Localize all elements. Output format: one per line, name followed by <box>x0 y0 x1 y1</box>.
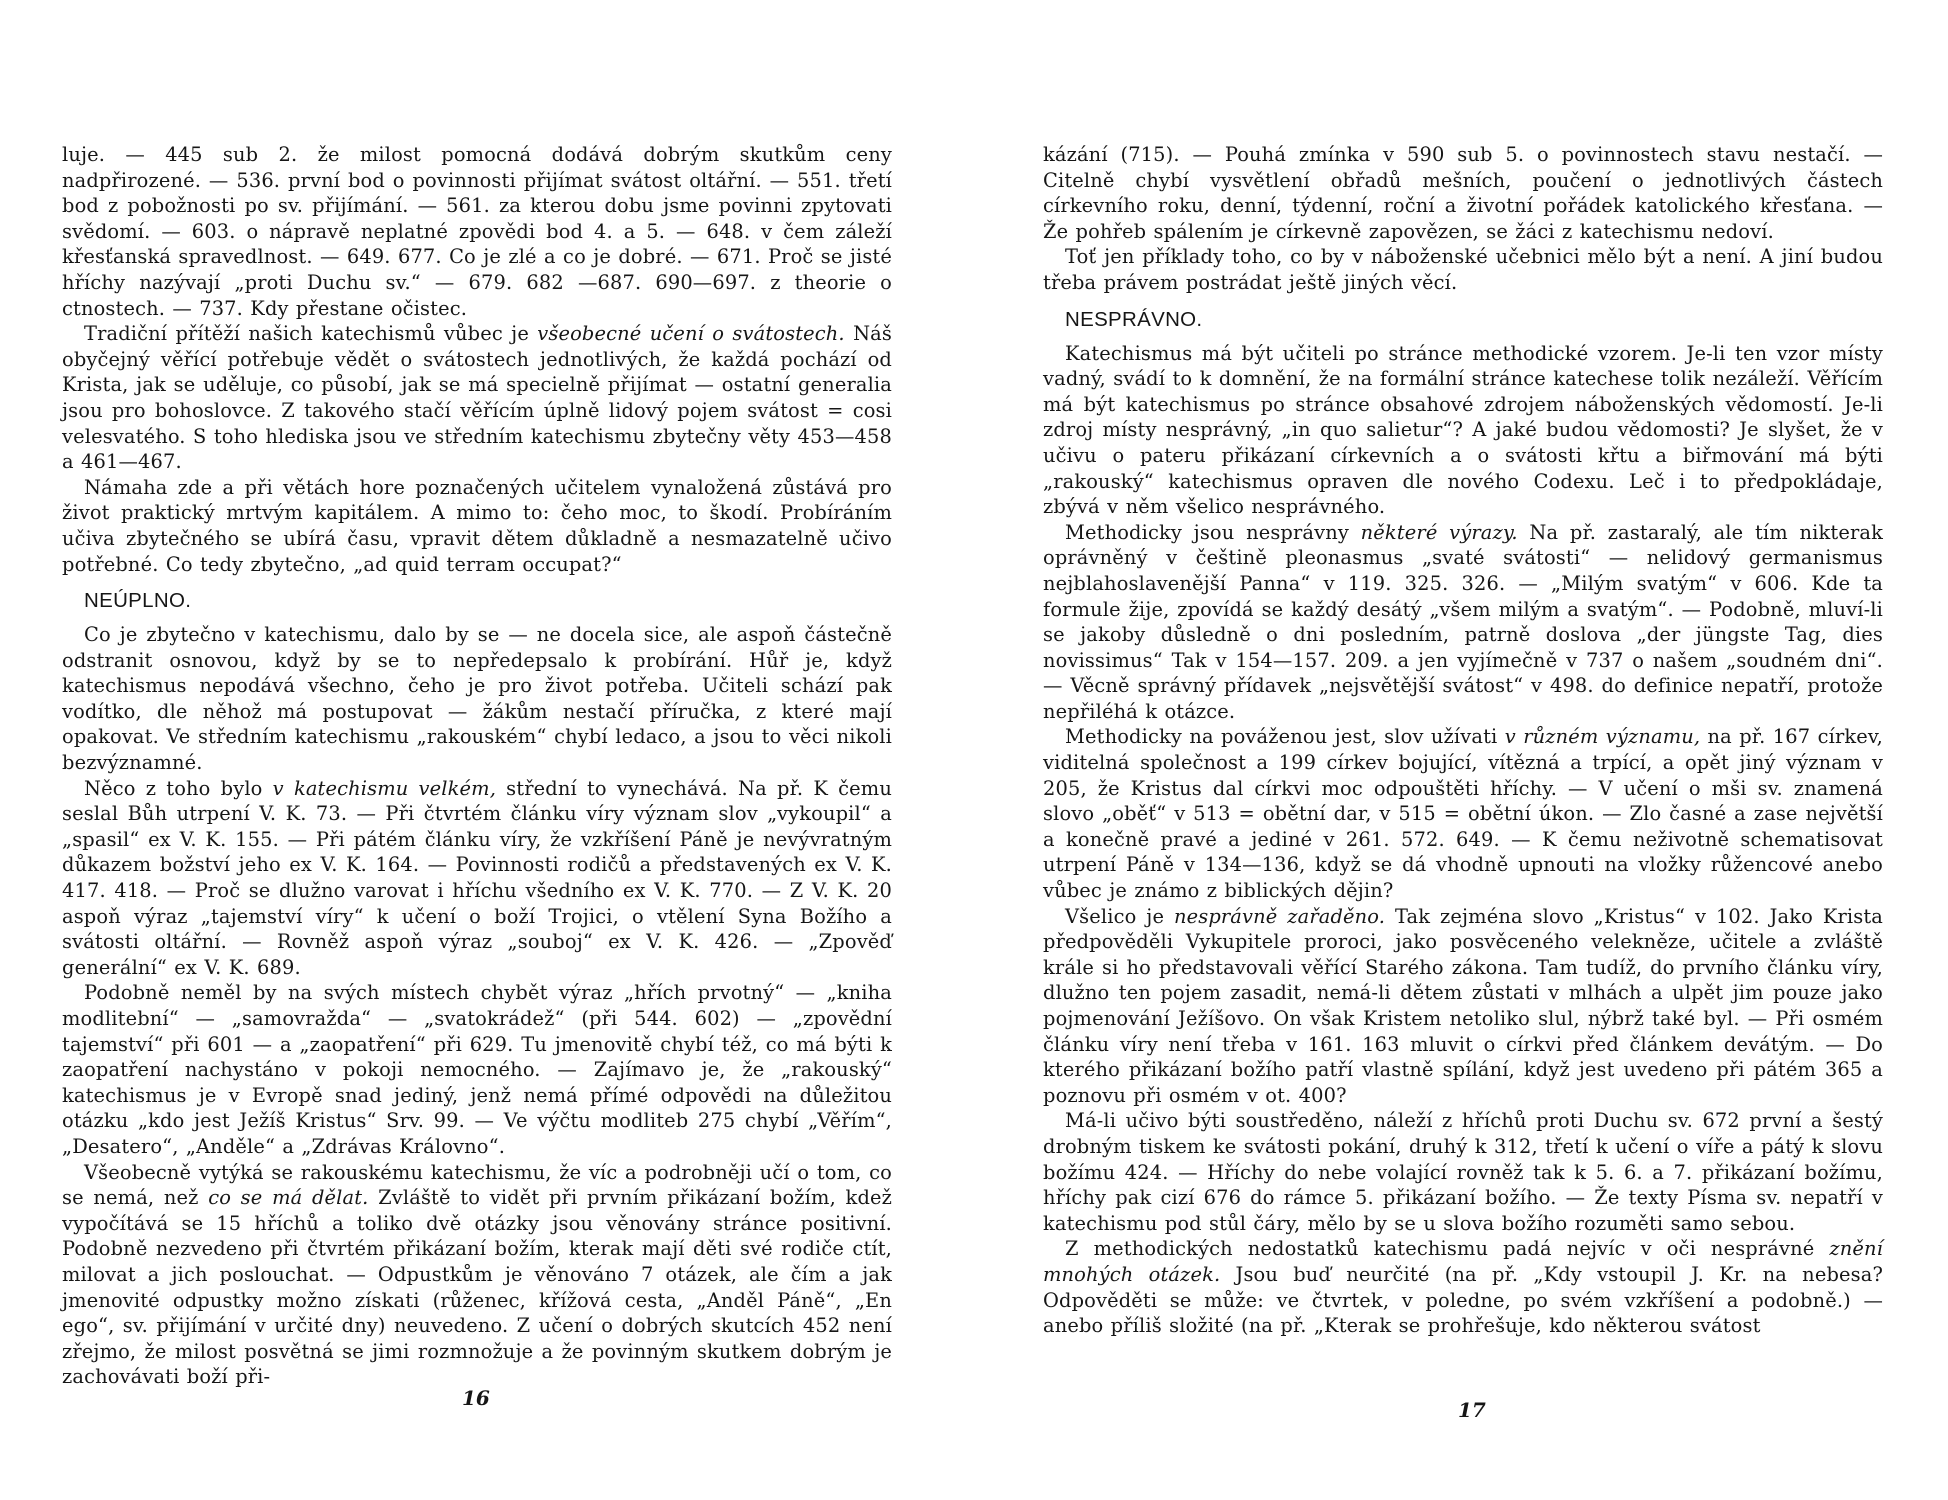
paragraph: Něco z toho bylo v katechismu velkém, střední to vynechává. Na př. K čemu seslal Bůh utrpení V. K. 73. — Při čtvrtém článku víry význam slov „vykoupil“ a „spasil“ ex V. K. 155. — Při pátém článku víry, že vzkříšení Páně je nevývratným důkazem božství jeho ex V. K. 164. — Povinnosti rodičů a představených ex V. K. 417. 418. — Proč se dlužno varovat i hříchu všedního ex V. K. 770. — Z V. K. 20 aspoň výraz „tajemství víry“ k učení o boží Trojici, o vtělení Syna Božího a svátosti oltářní. — Rovněž aspoň výraz „souboj“ ex V. K. 426. — „Zpověď generální“ ex V. K. 689. <box>62 776 892 979</box>
section-heading: NEÚPLNO. <box>84 589 192 613</box>
paragraph: Co je zbytečno v katechismu, dalo by se — ne docela sice, ale aspoň částečně odstranit osnovou, když by se to nepředepsalo k probírání. Hůř je, když katechismus nepodává všechno, čeho je pro život potřeba. Učiteli schází pak vodítko, dle něhož má postupovat — žákům nestačí příručka, z které mají opakovat. Ve středním katechismu „rakouském“ chybí ledaco, a jsou to věci nikoli bezvýznamné. <box>62 623 892 775</box>
left-page <box>62 142 892 1390</box>
paragraph: Methodicky na pováženou jest, slov užívati v různém významu, na př. 167 církev, viditelná společnost a 199 církev bojující, vítězná a trpící, a opět jiný význam v 205, že Kristus dal církvi moc odpouštěti hříchy. — V učení o mši sv. znamená slovo „oběť“ v 513 = obětní dar, v 515 = obětní úkon. — Zlo časné a zase největší a konečně pravé a jediné v 261. 572. 649. — K čemu neživotně schematisovat utrpení Páně v 134—136, když se dá vhodně upnouti na vložky růžencové anebo vůbec je známo z biblických dějin? <box>1043 725 1884 903</box>
paragraph: luje. — 445 sub 2. že milost pomocná dodává dobrým skutkům ceny nadpřirozené. — 536. první bod o povinnosti přijímat svátost oltářní. — 551. třetí bod z pobožnosti po sv. přijímání. — 561. za kterou dobu jsme povinni zpytovati svědomí. — 603. o nápravě neplatné zpovědi bod 4. a 5. — 648. v čem záleží křesťanská spravedlnost. — 649. 677. Co je zlé a co je dobré. — 671. Proč se jisté hříchy nazývají „proti Duchu sv.“ — 679. 682 —687. 690—697. z theorie o ctnostech. — 737. Kdy přestane očistec. <box>62 143 892 320</box>
paragraph: Má-li učivo býti soustředěno, náleží z hříchů proti Duchu sv. 672 první a šestý drobným tiskem ke svátosti pokání, druhý k 312, třetí k učení o víře a pátý k slovu božímu 424. — Hříchy do nebe volající rovněž tak k 5. 6. a 7. přikázaní božímu, hříchy pak cizí 676 do rámce 5. přikázaní božího. — Že texty Písma sv. nepatří v katechismu pod stůl čáry, mělo by se u slova božího rozuměti samo sebou. <box>1043 1109 1883 1235</box>
paragraph: Z methodických nedostatků katechismu padá nejvíc v oči nesprávné znění mnohých otázek. Jsou buď neurčité (na př. „Kdy vstoupil J. Kr. na nebesa? Odpověděti se může: ve čtvrtek, v poledne, po svém vzkříšení a podobně.) — anebo příliš složité (na př. „Kterak se prohřešuje, kdo některou svátost <box>1043 1237 1883 1338</box>
paragraph: Všeobecně vytýká se rakouskému katechismu, že víc a podrobněji učí o tom, co se nemá, než co se má dělat. Zvláště to vidět při prvním přikázaní božím, kdež vypočítává se 15 hříchů a toliko dvě otázky jsou věnovány stránce positivní. Podobně nezvedeno při čtvrtém přikázaní božím, kterak mají děti své rodiče ctít, milovat a jich poslouchat. — Odpustkům je věnováno 7 otázek, ale čím a jak jmenovité odpustky možno získati (růženec, křížová cesta, „Anděl Páně“, „En ego“, sv. přijímání v určité dny) neuvedeno. Z učení o dobrých skutcích 452 není zřejmo, že milost posvětná se jimi rozmnožuje a že povinným skutkem dobrým je zachovávati boží při- <box>62 1160 892 1389</box>
paragraph: kázání (715). — Pouhá zmínka v 590 sub 5. o povinnostech stavu nestačí. — Citelně chybí vysvětlení obřadů mešních, poučení o jednotlivých částech církevního roku, denní, týdenní, roční a životní pořádek katolického křesťana. — Že pohřeb spálením je církevně zapovězen, se žáci z katechismu nedoví. <box>1043 143 1883 243</box>
page-number: 17 <box>1458 1398 1486 1422</box>
paragraph: Všelico je nesprávně zařaděno. Tak zejména slovo „Kristus“ v 102. Jako Krista předpověděli Vykupitele proroci, jako posvěceného velekněze, učitele a zvláště krále si ho představovali věřící Starého zákona. Tam tudíž, do prvního článku víry, dlužno ten pojem zasadit, nemá-li dětem zůstati v mlhách a ulpět jim pouze jako pojmenování Ježíšovo. On však Kristem netoliko slul, nýbrž také byl. — Při osmém článku víry není třeba v 161. 163 mluvit o církvi před článkem devátým. — Do kterého přikázaní božího patří vlastně spílání, když jest uvedeno při pátém 365 a poznovu při osmém v ot. 400? <box>1043 904 1883 1107</box>
right-page <box>1043 142 1883 1339</box>
page-number: 16 <box>462 1386 490 1410</box>
paragraph: Námaha zde a při větách hore poznačených učitelem vynaložená zůstává pro život praktický mrtvým kapitálem. A mimo to: čeho moc, to škodí. Probíráním učiva zbytečného se ubírá času, vpravit dětem důkladně a nesmazatelně učivo potřebné. Co tedy zbytečno, „ad quid terram occupat?“ <box>62 475 892 576</box>
section-heading: NESPRÁVNO. <box>1065 307 1203 331</box>
paragraph: Katechismus má být učiteli po stránce methodické vzorem. Je-li ten vzor místy vadný, svádí to k domnění, že na formální stránce katechese tolik nezáleží. Věřícím má být katechismus po stránce obsahové zdrojem náboženských vědomostí. Je-li zdroj místy nesprávný, „in quo salietur“? A jaké budou vědomosti? Je slyšet, že v učivu o pateru přikázaní církevních a o svátosti křtu a biřmování má býti „rakouský“ katechismus opraven dle nového Codexu. Leč i to předpokládaje, zbývá v něm všelico nesprávného. <box>1043 341 1883 519</box>
paragraph: Methodicky jsou nesprávny některé výrazy. Na př. zastaralý, ale tím nikterak oprávněný v češtině pleonasmus „svaté svátosti“ — nelidový germanismus nejblahoslavenější Panna“ v 119. 325. 326. — „Milým svatým“ v 606. Kde ta formule žije, zpovídá se každý desátý „všem milým a svatým“. — Podobně, mluví-li se jakoby důsledně o dni posledním, patrně doslova „der jüngste Tag, dies novissimus“ Tak v 154—157. 209. a jen vyjímečně v 737 o našem „soudném dni“. — Věcně správný přídavek „nejsvětější svátost“ v 498. do definice nepatří, protože nepřiléhá k otázce. <box>1043 520 1883 723</box>
paragraph: Podobně neměl by na svých místech chybět výraz „hřích prvotný“ — „kniha modlitební“ — „samovražda“ — „svatokrádež“ (při 544. 602) — „zpovědní tajemství“ při 601 — a „zaopatření“ při 629. Tu jmenovitě chybí též, co má býti k zaopatření nachystáno v pokoji nemocného. — Zajímavo je, že „rakouský“ katechismus je v Evropě snad jediný, jenž nemá přímé odpovědi na důležitou otázku „kdo jest Ježíš Kristus“ Srv. 99. — Ve výčtu modliteb 275 chybí „Věřím“, „Desatero“, „Anděle“ a „Zdrávas Královno“. <box>62 981 892 1158</box>
paragraph: Tradiční přítěží našich katechismů vůbec je všeobecné učení o svátostech. Náš obyčejný věřící potřebuje vědět o svátostech jednotlivých, že každá pochází od Krista, jak se uděluje, co působí, jak se má specielně přijímat — ostatní generalia jsou pro bohoslovce. Z takového stačí věřícím úplně lidový pojem svátost = cosi velesvatého. S toho hlediska jsou ve středním katechismu zbytečny věty 453—458 a 461—467. <box>62 322 892 474</box>
paragraph: Toť jen příklady toho, co by v náboženské učebnici mělo být a není. A jiní budou třeba právem postrádat ještě jiných věcí. <box>1043 245 1883 294</box>
